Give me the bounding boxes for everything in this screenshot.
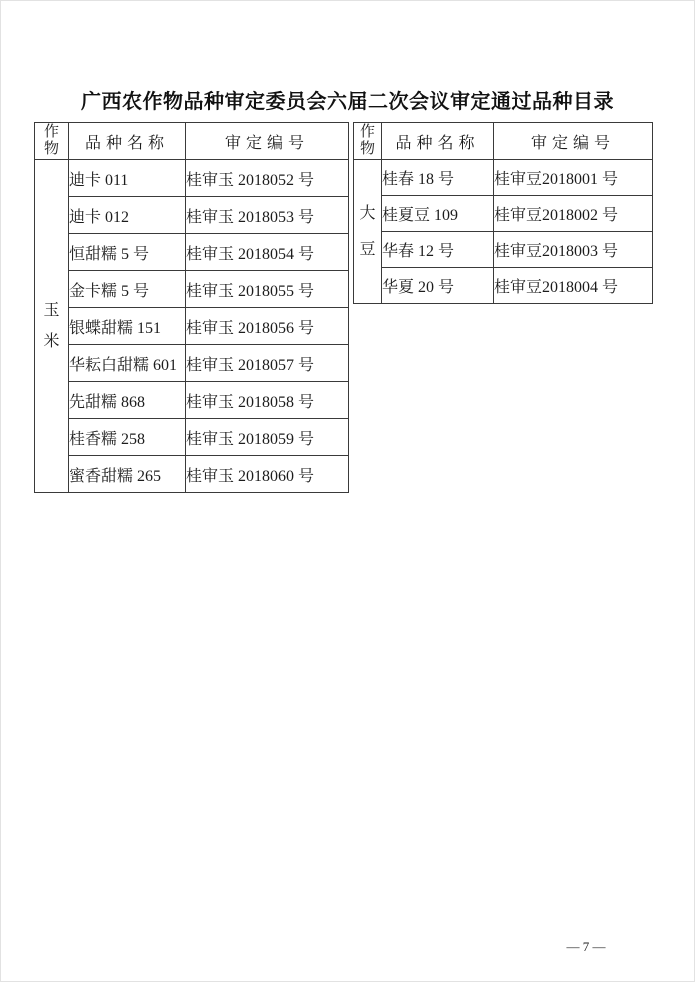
column-header-variety: 品种名称 bbox=[382, 123, 494, 160]
column-header-crop-label: 作物 bbox=[43, 124, 59, 157]
approval-number-cell: 桂审玉 2018058 号 bbox=[186, 382, 349, 419]
variety-cell: 金卡糯 5 号 bbox=[69, 271, 186, 308]
approval-number-cell: 桂审玉 2018052 号 bbox=[186, 160, 349, 197]
table-row bbox=[354, 160, 653, 196]
table-header-row bbox=[354, 123, 653, 160]
table-row bbox=[35, 234, 349, 271]
approval-number-cell: 桂审豆2018001 号 bbox=[494, 160, 653, 196]
crop-label: 大豆 bbox=[359, 204, 376, 258]
table-header-row bbox=[35, 123, 349, 160]
variety-cell: 华春 12 号 bbox=[382, 232, 494, 268]
approval-number-cell: 桂审玉 2018053 号 bbox=[186, 197, 349, 234]
approval-number-cell: 桂审玉 2018060 号 bbox=[186, 456, 349, 493]
crop-cell-soybean bbox=[354, 160, 382, 304]
page-title: 广西农作物品种审定委员会六届二次会议审定通过品种目录 bbox=[81, 91, 614, 113]
approval-number-cell: 桂审豆2018002 号 bbox=[494, 196, 653, 232]
table-row bbox=[35, 160, 349, 197]
table-row bbox=[35, 271, 349, 308]
column-header-variety: 品种名称 bbox=[69, 123, 186, 160]
variety-cell: 恒甜糯 5 号 bbox=[69, 234, 186, 271]
approval-number-cell: 桂审玉 2018056 号 bbox=[186, 308, 349, 345]
approval-number-cell: 桂审玉 2018054 号 bbox=[186, 234, 349, 271]
variety-cell: 桂夏豆 109 bbox=[382, 196, 494, 232]
column-header-number: 审定编号 bbox=[186, 123, 349, 160]
table-row bbox=[35, 197, 349, 234]
variety-cell: 蜜香甜糯 265 bbox=[69, 456, 186, 493]
table-row bbox=[35, 308, 349, 345]
table-row bbox=[354, 196, 653, 232]
approval-number-cell: 桂审豆2018004 号 bbox=[494, 268, 653, 304]
column-header-crop bbox=[35, 123, 69, 160]
table-row bbox=[35, 456, 349, 493]
crop-label: 玉米 bbox=[43, 302, 60, 350]
column-header-number: 审定编号 bbox=[494, 123, 653, 160]
table-row bbox=[354, 268, 653, 304]
approval-number-cell: 桂审豆2018003 号 bbox=[494, 232, 653, 268]
variety-cell: 华耘白甜糯 601 bbox=[69, 345, 186, 382]
approval-number-cell: 桂审玉 2018055 号 bbox=[186, 271, 349, 308]
variety-cell: 迪卡 011 bbox=[69, 160, 186, 197]
table-row bbox=[35, 345, 349, 382]
variety-cell: 华夏 20 号 bbox=[382, 268, 494, 304]
table-row bbox=[35, 419, 349, 456]
column-header-crop bbox=[354, 123, 382, 160]
table-soybean-varieties bbox=[353, 122, 653, 304]
table-row bbox=[35, 382, 349, 419]
variety-cell: 桂香糯 258 bbox=[69, 419, 186, 456]
page-number: — 7 — bbox=[566, 939, 606, 954]
crop-cell-maize bbox=[35, 160, 69, 493]
approval-number-cell: 桂审玉 2018059 号 bbox=[186, 419, 349, 456]
column-header-crop-label: 作物 bbox=[359, 124, 375, 157]
table-maize-varieties bbox=[34, 122, 349, 493]
variety-cell: 银蝶甜糯 151 bbox=[69, 308, 186, 345]
table-row bbox=[354, 232, 653, 268]
approval-number-cell: 桂审玉 2018057 号 bbox=[186, 345, 349, 382]
variety-cell: 先甜糯 868 bbox=[69, 382, 186, 419]
variety-cell: 迪卡 012 bbox=[69, 197, 186, 234]
variety-cell: 桂春 18 号 bbox=[382, 160, 494, 196]
